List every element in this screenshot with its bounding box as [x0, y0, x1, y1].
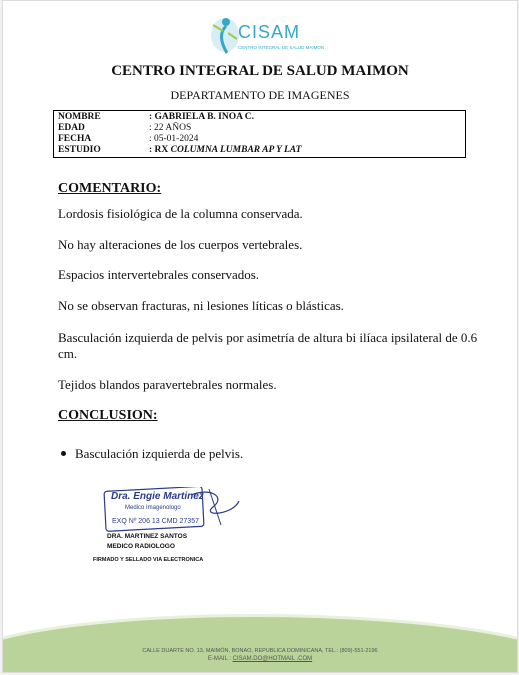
estudio-prefix: : RX	[149, 145, 171, 155]
report-title: CENTRO INTEGRAL DE SALUD MAIMON	[111, 63, 409, 79]
estudio-value-wrap	[149, 145, 301, 156]
logo-name: CISAM	[238, 22, 301, 42]
doctor-stamp	[101, 487, 241, 535]
patient-info-box	[53, 110, 466, 158]
stamp-exequatur: EXQ Nº 206 13 CMD 27357	[112, 518, 199, 525]
comentario-line: Lordosis fisiológica de la columna conservada.	[58, 206, 303, 221]
comentario-line: No se observan fracturas, ni lesiones líticas o blásticas.	[58, 298, 344, 313]
doctor-name: DRA. MARTINEZ SANTOS	[107, 533, 188, 540]
fecha-value: : 05-01-2024	[149, 134, 199, 144]
nombre-label: NOMBRE	[58, 112, 101, 122]
footer-email-label: E-MAIL :	[207, 656, 233, 662]
conclusion-text: Basculación izquierda de pelvis.	[75, 446, 244, 461]
comentario-line: Espacios intervertebrales conservados.	[58, 267, 260, 282]
estudio-value: COLUMNA LUMBAR AP Y LAT	[170, 145, 302, 155]
footer-address: CALLE DUARTE NO. 13, MAIMÓN, BONAO, REPUBLICA DOMINICANA, TEL.: (809)-551-2196	[142, 648, 378, 654]
nombre-value: : GABRIELA B. INOA C.	[149, 112, 255, 122]
doctor-title: MEDICO RADIOLOGO	[107, 543, 175, 550]
signature-note: FIRMADO Y SELLADO VIA ELECTRONICA	[93, 557, 204, 563]
edad-value: : 22 AÑOS	[149, 123, 192, 133]
cisam-logo	[203, 13, 333, 59]
stamp-role: Medico Imagenologo	[125, 505, 181, 511]
estudio-label: ESTUDIO	[58, 145, 101, 155]
fecha-label: FECHA	[58, 134, 92, 144]
logo-subtitle: CENTRO INTEGRAL DE SALUD MAIMON	[238, 45, 325, 50]
bullet-icon	[61, 451, 66, 456]
logo-figure-icon	[203, 13, 243, 59]
edad-label: EDAD	[58, 123, 85, 133]
comentario-heading: COMENTARIO:	[58, 181, 162, 196]
comentario-line: Basculación izquierda de pelvis por asimetría de altura bi ilíaca ipsilateral de 0.6 cm.	[58, 330, 478, 361]
comentario-line: No hay alteraciones de los cuerpos vertebrales.	[58, 237, 303, 252]
department-title: DEPARTAMENTO DE IMAGENES	[170, 88, 350, 102]
stamp-name: Dra. Engie Martinez	[111, 491, 204, 502]
footer-email-link[interactable]: CISAM.DO@HOTMAIL .COM	[232, 656, 313, 662]
conclusion-item	[75, 446, 243, 462]
report-page	[2, 0, 518, 673]
comentario-line: Tejidos blandos paravertebrales normales.	[58, 377, 277, 392]
conclusion-heading: CONCLUSION:	[58, 408, 158, 423]
footer-email-line	[3, 656, 517, 662]
